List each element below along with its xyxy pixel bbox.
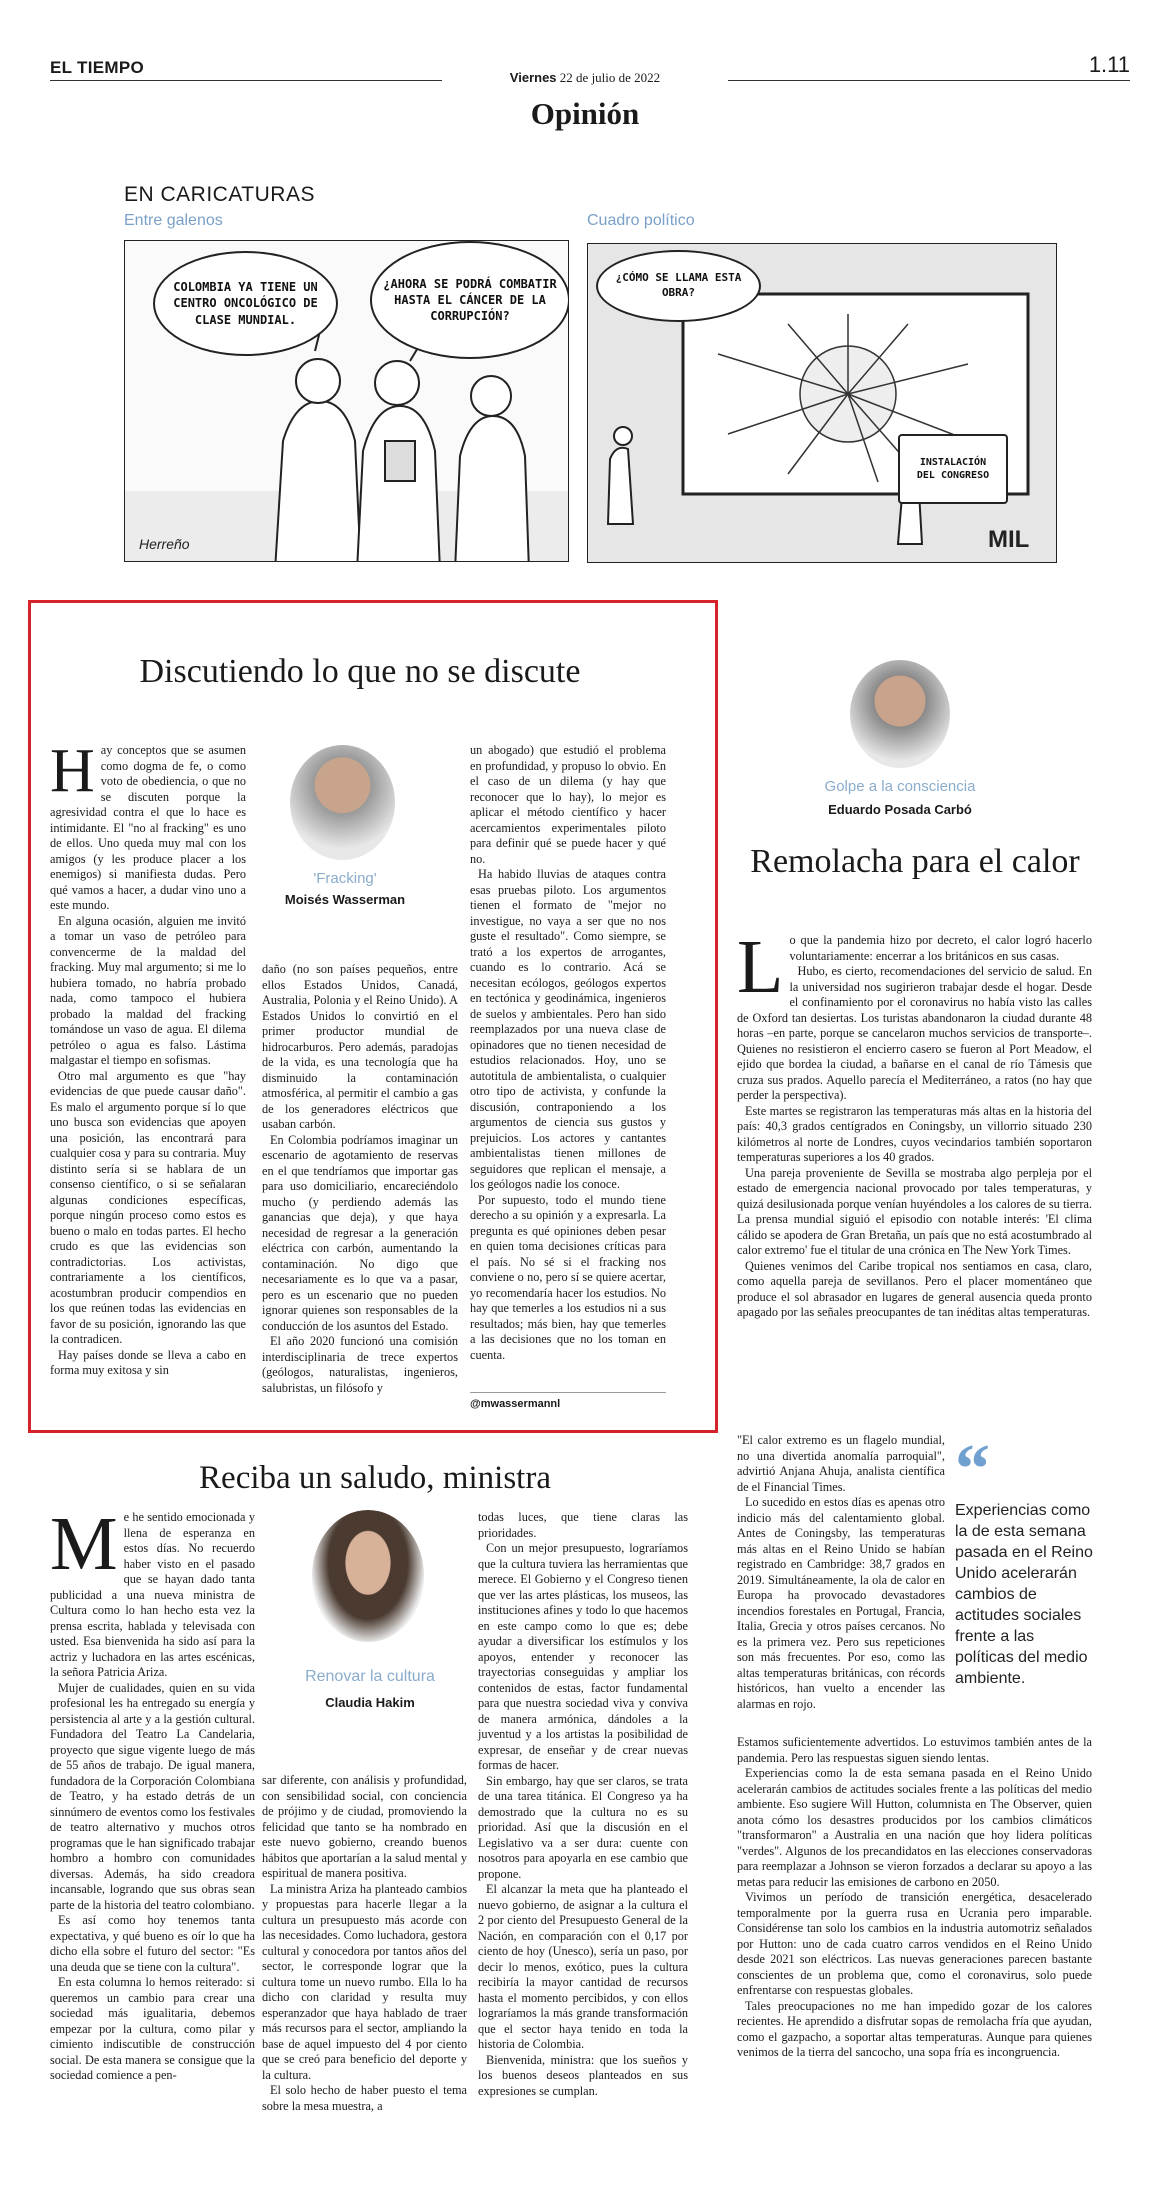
article1-p: En alguna ocasión, alguien me invitó a tomar un vaso de petróleo para convencerme de la maldad del fracking. Muy mal argumento; si me lo hubiera tomado, no habría probado nada, como tampoco el hubiera probado la maldad del fracking tomándose un vaso de agua. El dilema petróleo o agua es falso. Lástima malgastar el tiempo en sofismas.	[50, 913, 246, 1067]
cartoon-left-signature: Herreño	[139, 536, 190, 552]
article2-p: Experiencias como la de esta semana pasada en el Reino Unido acelerarán cambios de actitudes sociales frente a las políticas del medio ambiente. Eso sugiere Will Hutton, columnista en The Observer, quien anota cómo los desastres producidos por los cambios climáticos "transformaron" a Australia en una nación que hoy lidera políticas "verdes". Algunos de los precandidatos en las elecciones conservadoras para reemplazar a Johnson se vieron forzados a declarar su apoyo a las metas para reducir las emisiones de carbono en 2050.	[737, 1766, 1092, 1889]
quote-icon: “	[955, 1431, 990, 1508]
date-rest: 22 de julio de 2022	[559, 70, 661, 85]
article1-title: Discutiendo lo que no se discute	[139, 653, 581, 690]
article1-p: El año 2020 funcionó una comisión interdisciplinaria de trece expertos (geólogos, naturalistas, ingenieros, salubristas, un filósofo y	[262, 1334, 458, 1395]
pull-quote-text: Experiencias como la de esta semana pasada en el Reino Unido acelerarán cambios de actitudes sociales frente a las políticas del medio ambiente.	[955, 1502, 1093, 1687]
author-photo-wasserman	[290, 745, 395, 860]
article3-p: Con un mejor presupuesto, lograríamos que la cultura tuviera las herramientas que merece. El Gobierno y el Congreso tienen que ver las artes plásticas, los museos, las instituciones afines y todo lo que hacemos en este campo como lo que es; debe ayudar a diversificar los estímulos y los apoyos, entender y reconocer las trayectorias conseguidas y ampliar los contenidos de estas, factor fundamental para que nuestra sociedad viva y conviva de manera armónica, dándoles a la juventud y a los artistas la posibilidad de expresar, de enseñar y de crear nuevas formas de hacer.	[478, 1541, 688, 1772]
cartoon-left-bubble-1: COLOMBIA YA TIENE UN CENTRO ONCOLÓGICO DE CLASE MUNDIAL.	[153, 251, 338, 356]
article3-p: sar diferente, con análisis y profundidad, con sensibilidad social, con conciencia de prójimo y de ciudad, promoviendo la felicidad que tanto se ha nombrado en este nuevo gobierno, creando buenos hábitos que aportarían a la salud mental y espiritual de manera positiva.	[262, 1773, 467, 1880]
article1-handle: @mwassermannl	[470, 1398, 561, 1410]
article2-p: Lo sucedido en estos días es apenas otro indicio más del calentamiento global. Antes de Coningsby, las temperaturas más altas en el Reino Unido se habían registrado en Cambridge: 38,7 grados en 2019. Simultáneamente, la ola de calor en Europa ha provocado devastadores incendios forestales en Portugal, Francia, Italia, Grecia y otros países cercanos. No es la primera vez. Pero sus repeticiones son más frecuentes. Por eso, como las altas temperaturas británicas, con récords históricos, han vuelto a encender las alarmas en rojo.	[737, 1495, 945, 1711]
article1-tag: 'Fracking'	[313, 870, 377, 887]
author-photo-hakim	[312, 1510, 424, 1642]
article2-dropcap: L	[737, 925, 784, 1009]
article2-body-top	[737, 925, 1092, 1321]
article3-p: Bienvenida, ministra: que los sueños y los buenos deseos planteados en sus expresiones se cumplan.	[478, 2052, 688, 2098]
article3-p: La ministra Ariza ha planteado cambios y propuestas para hacerle llegar a la cultura un presupuesto más acorde con las necesidades. Como luchadora, gestora cultural y conocedora por tantos años del sector, le corresponde lograr que la cultura tome un nuevo rumbo. Ella lo ha dicho con claridad y resulta muy esperanzador que haya hablado de traer más recursos para el sector, ampliando la base de aquel impuesto del 4 por ciento que se creó para beneficio del deporte y la cultura.	[262, 1881, 467, 2082]
article1-dropcap: H	[50, 737, 95, 805]
article2-title: Remolacha para el calor	[750, 843, 1080, 880]
article3-p: todas luces, que tiene claras las prioridades.	[478, 1510, 688, 1540]
cartoon-right-placard: INSTALACIÓN DEL CONGRESO	[898, 434, 1008, 504]
article1-p: daño (no son países pequeños, entre ellos Estados Unidos, Canadá, Australia, Polonia y el Reino Unido). A Estados Unidos lo convirtió en el primer productor mundial de hidrocarburos. Pero además, paradojas de la vida, es una tecnología que ha disminuido la contaminación atmosférica, al permitir el cambio a gas de los generadores eléctricos que usaban carbón.	[262, 962, 458, 1131]
article1-p: En Colombia podríamos imaginar un escenario de agotamiento de reservas en el que tendríamos que importar gas para uso domiciliario, encareciéndolo mucho (y perdiendo además las ganancias que deja), y que haya necesidad de regresar a la generación eléctrica con carbón, aumentando la contaminación. No digo que necesariamente es lo que va a pasar, pero es un escenario que no pueden ignorar quienes son responsables de la conducción de los asuntos del Estado.	[262, 1132, 458, 1333]
header-rule-right	[728, 80, 1130, 81]
article1-p: Por supuesto, todo el mundo tiene derecho a su opinión y a expresarla. La pregunta es qué opiniones deben pesar en quien toma decisiones críticas para el país. No sé si el fracking nos conviene o no, pero sí se quiere acertar, yo recomendaría hacer los estudios. No hay que temerles a los estudios ni a sus resultados; más bien, hay que temerles a las decisiones que no los toman en cuenta.	[470, 1192, 666, 1362]
caricaturas-heading: EN CARICATURAS	[124, 183, 315, 206]
cartoon-entre-galenos	[124, 240, 569, 562]
article2-p: Una pareja proveniente de Sevilla se mostraba algo perpleja por el estado de emergencia nacional provocado por tales temperaturas, y quizá desilusionada porque venían huyéndoles a los calores de su tierra. La prensa mundial siguió el episodio con notable interés: 'El clima cálido se apodera de Gran Bretaña, un país que no está acostumbrado al calor extremo' fue el titular de una crónica en The New York Times.	[737, 1165, 1092, 1257]
article3-col1	[50, 1502, 255, 2084]
cartoon-right-label: Cuadro político	[587, 212, 695, 229]
article1-p: Ha habido lluvias de ataques contra esas pruebas piloto. Los argumentos tienen el formato de "mejor no investigue, no vaya a ser que no nos guste el resultado". Como siempre, se trató a los expertos de arrogantes, cuando es lo contrario. Acá se necesitan ecólogos, geólogos expertos en tectónica y geodinámica, ingenieros de suelos y ambientales. Pero han sido reemplazados por una nueva clase de opinadores que no tienen necesidad de estudios relacionados. Hoy, uno se autotitula de ambientalista, o cualquier otro tipo de activista, y confunde la discusión, contraponiendo a los argumentos de ciencia sus gustos y prejuicios. Los actores y cantantes ambientalistas tienen millones de seguidores que replican el mensaje, a los geólogos nadie los conoce.	[470, 867, 666, 1191]
article3-col2	[262, 1773, 467, 2114]
article2-p: Este martes se registraron las temperaturas más altas en la historia del país: 40,3 grados centígrados en Coningsby, un villorrio situado 230 kilómetros al norte de Londres, cuyos vecindarios también soportaron temperaturas superiores a los 40 grados.	[737, 1103, 1092, 1164]
author-photo-posada	[850, 660, 950, 768]
article2-p: o que la pandemia hizo por decreto, el calor logró hacerlo voluntariamente: encerrar a los británicos en sus casas.	[789, 933, 1092, 963]
article2-p: Vivimos un período de transición energética, desacelerado temporalmente por la guerra rusa en Ucrania pero imparable. Considérense tan solo los cambios en la industria automotriz señalados por Hutton: uno de cada cuatro carros vendidos en el Reino Unido desde 2021 son eléctricos. Las nuevas generaciones parecen bastante conscientes de un problema que, como el coronavirus, solo puede enfrentarse con respuestas globales.	[737, 1890, 1092, 1997]
cartoon-right-signature: MIL	[988, 526, 1030, 553]
page-number: 1.11	[1088, 52, 1130, 77]
article2-body-mid	[737, 1433, 945, 1712]
article3-p: Mujer de cualidades, quien en su vida profesional les ha entregado su energía y persistencia al arte y a la gestión cultural. Fundadora del Teatro La Candelaria, proyecto que sigue vigente luego de más de 55 años de trabajo. De igual manera, fundadora de la Corporación Colombiana de Teatro, y ha estado detrás de un sinnúmero de eventos como los festivales de teatro alternativo y muchos otros programas que le han significado trabajar hombro a hombro con comunidades diversas. Además, ha sido creadora incansable, logrando que sus obras sean parte de la historia del teatro colombiano.	[50, 1680, 255, 1912]
article2-p: Quienes venimos del Caribe tropical nos sentiamos en casa, claro, como aquella pareja de sevillanos. Pero el placer momentáneo que produce el sol abrasador en lugares de general ausencia queda pronto apagado por las señales preocupantes de tan inéditas altas temperaturas.	[737, 1258, 1092, 1319]
article2-p: Tales preocupaciones no me han impedido gozar de los calores recientes. He aprendido a disfrutar sopas de remolacha fría que ayudan, como el gazpacho, a soportar altas temperaturas. Aunque para quienes venimos de la tierra del sancocho, una sopa fría es incongruencia.	[737, 1998, 1092, 2059]
article3-col3	[478, 1510, 688, 2099]
article1-p: ay conceptos que se asumen como dogma de fe, o como voto de obediencia, o que no se discuten porque la agresividad contra el que lo hace es intimidante. El "no al fracking" es uno de ellos. Uno queda muy mal con los amigos (y les produce placer a los enemigos) si manifiesta dudas. Pero qué vamos a hacer, a dudar vino uno a este mundo.	[50, 743, 246, 912]
date-weekday: Viernes	[509, 70, 557, 85]
article1-col1	[50, 737, 246, 1379]
cartoon-right-bubble: ¿CÓMO SE LLAMA ESTA OBRA?	[596, 250, 761, 322]
article2-p: "El calor extremo es un flagelo mundial, no una divertida anomalía parroquial", advirtió Anjana Ahuja, analista científica de el Financial Times.	[737, 1433, 945, 1494]
cartoon-cuadro-politico	[587, 243, 1057, 563]
article1-p: Hay países donde se lleva a cabo en forma muy exitosa y sin	[50, 1347, 246, 1377]
article2-p: Estamos suficientemente advertidos. Lo estuvimos también antes de la pandemia. Pero las respuestas siguen siendo lentas.	[737, 1735, 1092, 1765]
dateline	[0, 70, 1170, 86]
article3-tag: Renovar la cultura	[305, 1668, 435, 1685]
article3-title: Reciba un saludo, ministra	[199, 1460, 551, 1496]
cartoon-left-bubble-2: ¿AHORA SE PODRÁ COMBATIR HASTA EL CÁNCER DE LA CORRUPCIÓN?	[370, 241, 569, 359]
masthead: EL TIEMPO	[50, 58, 145, 77]
article3-p: En esta columna lo hemos reiterado: si queremos un cambio para crear una sociedad más igualitaria, debemos empezar por la cultura, como pilar y cimiento indiscutible de construcción social. De esta manera se consigue que la sociedad comience a pen-	[50, 1975, 255, 2082]
pull-quote	[955, 1431, 1095, 1689]
article1-p: Otro mal argumento es que "hay evidencias de que puede causar daño". Es malo el argumento porque sí lo que uno busca son evidencias que apoyen una posición, las encontrará para cualquier cosa y para su contraria. Muy distinto sería si se hablara de un consenso científico, o si se señalaran algunas condiciones específicas, porque ningún proceso como estos es bueno o malo en todas partes. El hecho crudo es que las evidencias son contradictorias. Los activistas, contrariamente a los científicos, acostumbran producir compendios en los que reúnen todas las evidencias en favor de su posición, ignorando las que la contradicen.	[50, 1068, 246, 1346]
article2-tag: Golpe a la consciencia	[824, 778, 976, 795]
article3-p: e he sentido emocionada y llena de esperanza en estos días. No recuerdo haber visto en el pasado que se hayan dado tanta publicidad a una nueva ministra de Cultura como lo han hecho esta vez la prensa escrita, hablada y televisada con usted. Esa bienvenida ha sido así para la actriz y luchadora en las artes escénicas, la señora Patricia Ariza.	[50, 1510, 255, 1679]
article3-p: El solo hecho de haber puesto el tema sobre la mesa muestra, a	[262, 2083, 467, 2113]
article3-p: Sin embargo, hay que ser claros, se trata de una tarea titánica. El Congreso ya ha demostrado que la cultura no es su prioridad. Así que la discusión en el Legislativo va a ser dura: cuente con nosotros para apoyarla en ese cambio que propone.	[478, 1773, 688, 1881]
article1-col2	[262, 962, 458, 1396]
article2-body-bottom	[737, 1735, 1092, 2061]
article2-p: Hubo, es cierto, recomendaciones del servicio de salud. En la universidad nos sugirieron trabajar desde el hogar. Desde el confinamiento por el coronavirus no había visto las calles de Oxford tan desiertas. Los turistas abandonaron la ciudad durante 48 horas –en parte, porque se cancelaron muchos servicios de transporte–. Quienes no resistieron el encierro casero se fueron al Port Meadow, el ejido que bordea la ciudad, a bañarse en el canal de río Támesis que cruza sus prados. Aquello parecía el Mediterráneo, a ratos (no hay que perder la perspectiva).	[737, 964, 1092, 1102]
article2-author: Eduardo Posada Carbó	[828, 802, 972, 817]
article3-dropcap: M	[50, 1502, 118, 1586]
article1-col3	[470, 743, 666, 1363]
article3-p: El alcanzar la meta que ha planteado el nuevo gobierno, de asignar a la cultura el 2 por ciento del Presupuesto General de la Nación, en comparación con el 0,17 por ciento de hoy (Unesco), sería un paso, por decir lo menos, exótico, pues la cultura recibiría la mayor cantidad de recursos hasta el momento percibidos, y con ellos lograríamos la más grande transformación que el sector haya tenido en toda la historia de Colombia.	[478, 1882, 688, 2051]
section-title: Opinión	[530, 96, 640, 131]
cartoon-left-label: Entre galenos	[124, 212, 223, 229]
article3-author: Claudia Hakim	[325, 1695, 415, 1710]
article1-author: Moisés Wasserman	[284, 892, 406, 907]
article1-p: un abogado) que estudió el problema en profundidad, y propuso lo obvio. En el caso de un dilema (y hay que reconocer que lo hay), lo mejor es aplicar el método científico y hacer acercamientos experimentales piloto para definir qué se puede hacer y qué no.	[470, 743, 666, 866]
article1-handle-rule	[470, 1392, 666, 1393]
article3-p: Es así como hoy tenemos tanta expectativa, y qué bueno es oír lo que ha dicho ella sobre el futuro del sector: "Es una deuda que se tiene con la cultura".	[50, 1913, 255, 1974]
